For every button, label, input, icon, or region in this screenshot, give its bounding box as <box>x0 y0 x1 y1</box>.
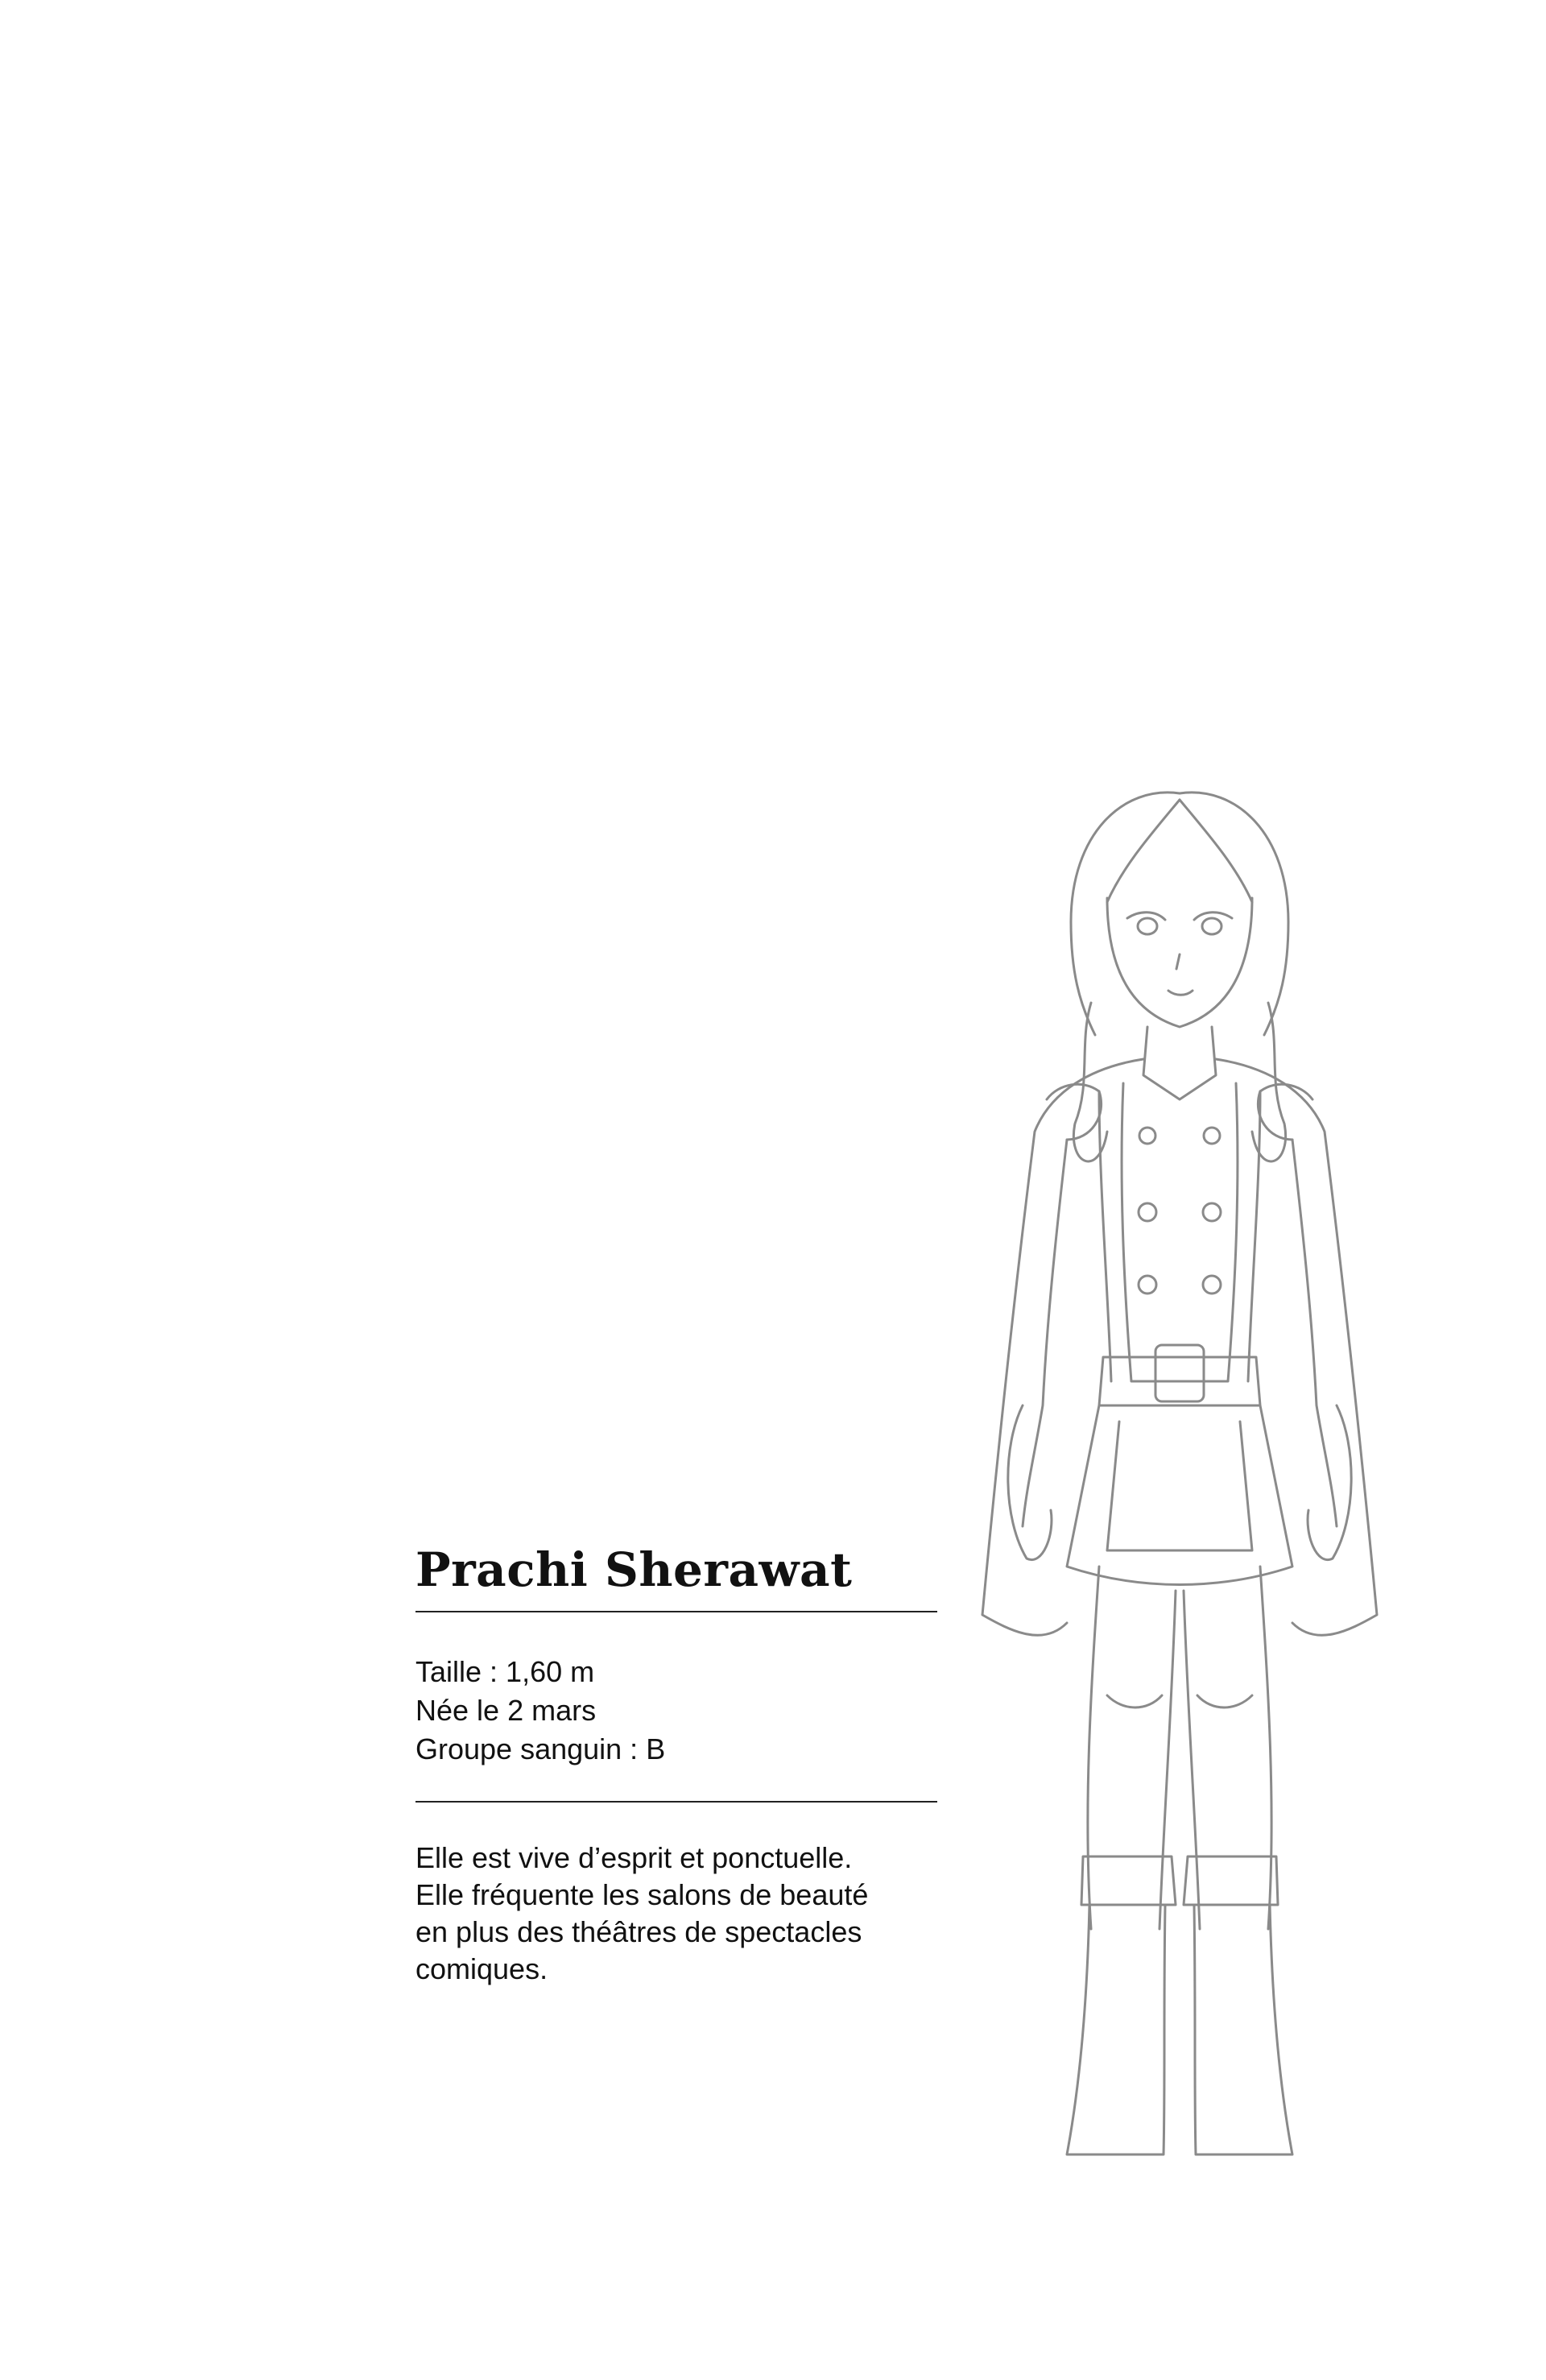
arm-left <box>1023 1140 1067 1526</box>
button <box>1139 1203 1156 1221</box>
leg-right-outer <box>1260 1567 1271 1929</box>
nose <box>1176 954 1180 969</box>
button <box>1139 1276 1156 1293</box>
character-sketch-svg <box>978 761 1478 2195</box>
character-profile <box>415 1542 937 1988</box>
jacket-left-edge <box>1099 1091 1111 1381</box>
belt-buckle <box>1155 1345 1204 1401</box>
hair-outline <box>1071 793 1180 1035</box>
character-name: Prachi Sherawat <box>415 1546 937 1612</box>
character-sketch-illustration <box>978 761 1478 2195</box>
button <box>1203 1276 1221 1293</box>
jacket-panel <box>1122 1083 1238 1381</box>
birthday-stat: Née le 2 mars <box>415 1694 597 1727</box>
leg-left-outer <box>1088 1567 1099 1929</box>
knee-right <box>1197 1695 1252 1707</box>
hair-part <box>1180 800 1252 902</box>
button <box>1203 1203 1221 1221</box>
skirt-panel <box>1107 1422 1252 1550</box>
hair-outline <box>1180 793 1288 1035</box>
bio-line: Elle fréquente les salons de beauté <box>415 1878 869 1911</box>
button <box>1139 1128 1155 1144</box>
arm-right <box>1292 1140 1337 1526</box>
jacket-right-edge <box>1248 1091 1260 1381</box>
boot-right <box>1194 1905 1292 2154</box>
height-stat: Taille : 1,60 m <box>415 1655 595 1688</box>
eye-left-iris <box>1138 918 1157 934</box>
character-stats <box>415 1653 937 1803</box>
collar <box>1143 1027 1216 1099</box>
hair-part <box>1107 800 1180 902</box>
skirt <box>1067 1405 1292 1585</box>
eye-right-iris <box>1202 918 1222 934</box>
boot-left <box>1067 1905 1165 2154</box>
cape-right <box>1216 1059 1377 1635</box>
blood-type-stat: Groupe sanguin : B <box>415 1732 666 1765</box>
knee-left <box>1107 1695 1162 1707</box>
button <box>1204 1128 1220 1144</box>
bio-line: comiques. <box>415 1952 548 1985</box>
bio-line: Elle est vive d’esprit et ponctuelle. <box>415 1841 853 1874</box>
cape-left <box>982 1059 1143 1635</box>
mouth <box>1168 991 1193 995</box>
bio-line: en plus des théâtres de spectacles <box>415 1915 862 1948</box>
character-bio <box>415 1840 915 1988</box>
